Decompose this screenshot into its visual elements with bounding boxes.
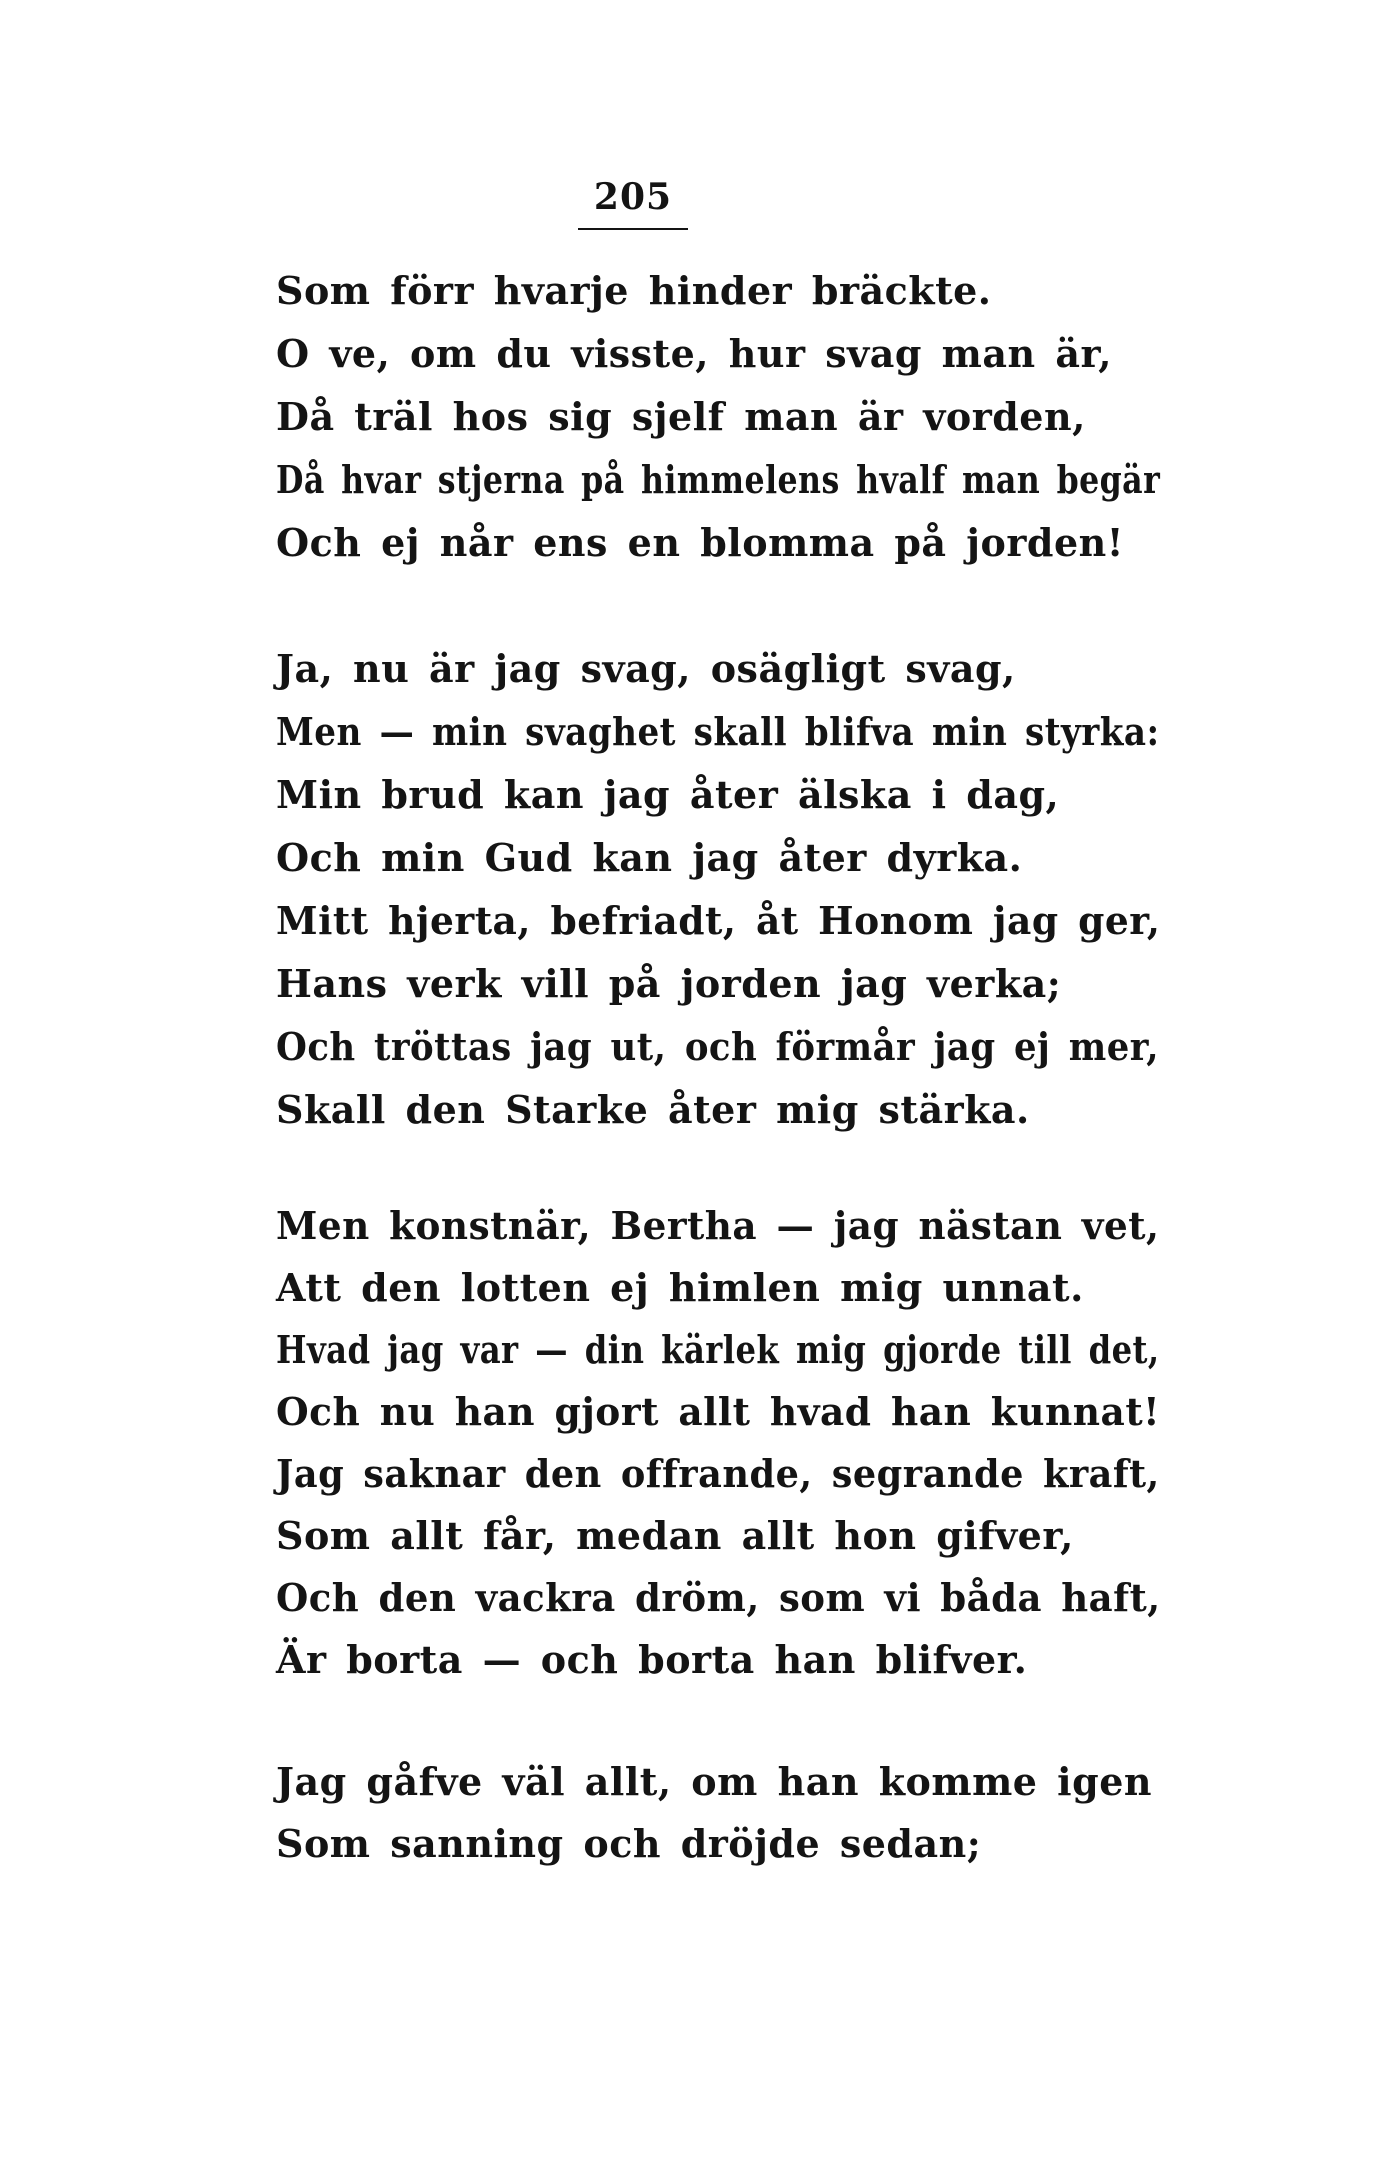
poem-line: Som förr hvarje hinder bräckte.: [276, 268, 992, 313]
poem-line: Är borta — och borta han blifver.: [276, 1637, 1028, 1682]
poem-line: Jag gåfve väl allt, om han komme igen: [276, 1759, 1152, 1804]
poem-line: Och min Gud kan jag åter dyrka.: [276, 835, 1023, 880]
poem-line: Men konstnär, Bertha — jag nästan vet,: [276, 1203, 1160, 1248]
poem-line: Men — min svaghet skall blifva min styrka:: [276, 709, 1160, 754]
poem-line: Och nu han gjort allt hvad han kunnat!: [276, 1389, 1161, 1434]
poem-line: Och ej når ens en blomma på jorden!: [276, 520, 1124, 565]
poem-line: Då hvar stjerna på himmelens hvalf man begär: [276, 457, 1161, 502]
poem-line: Skall den Starke åter mig stärka.: [276, 1087, 1030, 1132]
poem-line: O ve, om du visste, hur svag man är,: [276, 331, 1112, 376]
poem-line: Jag saknar den offrande, segrande kraft,: [276, 1451, 1160, 1496]
poem-line: Mitt hjerta, befriadt, åt Honom jag ger,: [276, 898, 1161, 943]
poem-line: Då träl hos sig sjelf man är vorden,: [276, 394, 1086, 439]
poem-line: Att den lotten ej himlen mig unnat.: [276, 1265, 1084, 1310]
poem-line: Ja, nu är jag svag, osägligt svag,: [276, 646, 1016, 691]
page-number: 205: [593, 176, 673, 218]
poem-line: Som sanning och dröjde sedan;: [276, 1821, 982, 1866]
poem-line: Och tröttas jag ut, och förmår jag ej mer,: [276, 1024, 1160, 1069]
poem-line: Hvad jag var — din kärlek mig gjorde till det,: [276, 1327, 1160, 1372]
poem-line: Som allt får, medan allt hon gifver,: [276, 1513, 1074, 1558]
poem-line: Hans verk vill på jorden jag verka;: [276, 961, 1062, 1006]
poem-line: Och den vackra dröm, som vi båda haft,: [276, 1575, 1161, 1620]
poem-line: Min brud kan jag åter älska i dag,: [276, 772, 1060, 817]
page-number-rule: [578, 228, 688, 230]
